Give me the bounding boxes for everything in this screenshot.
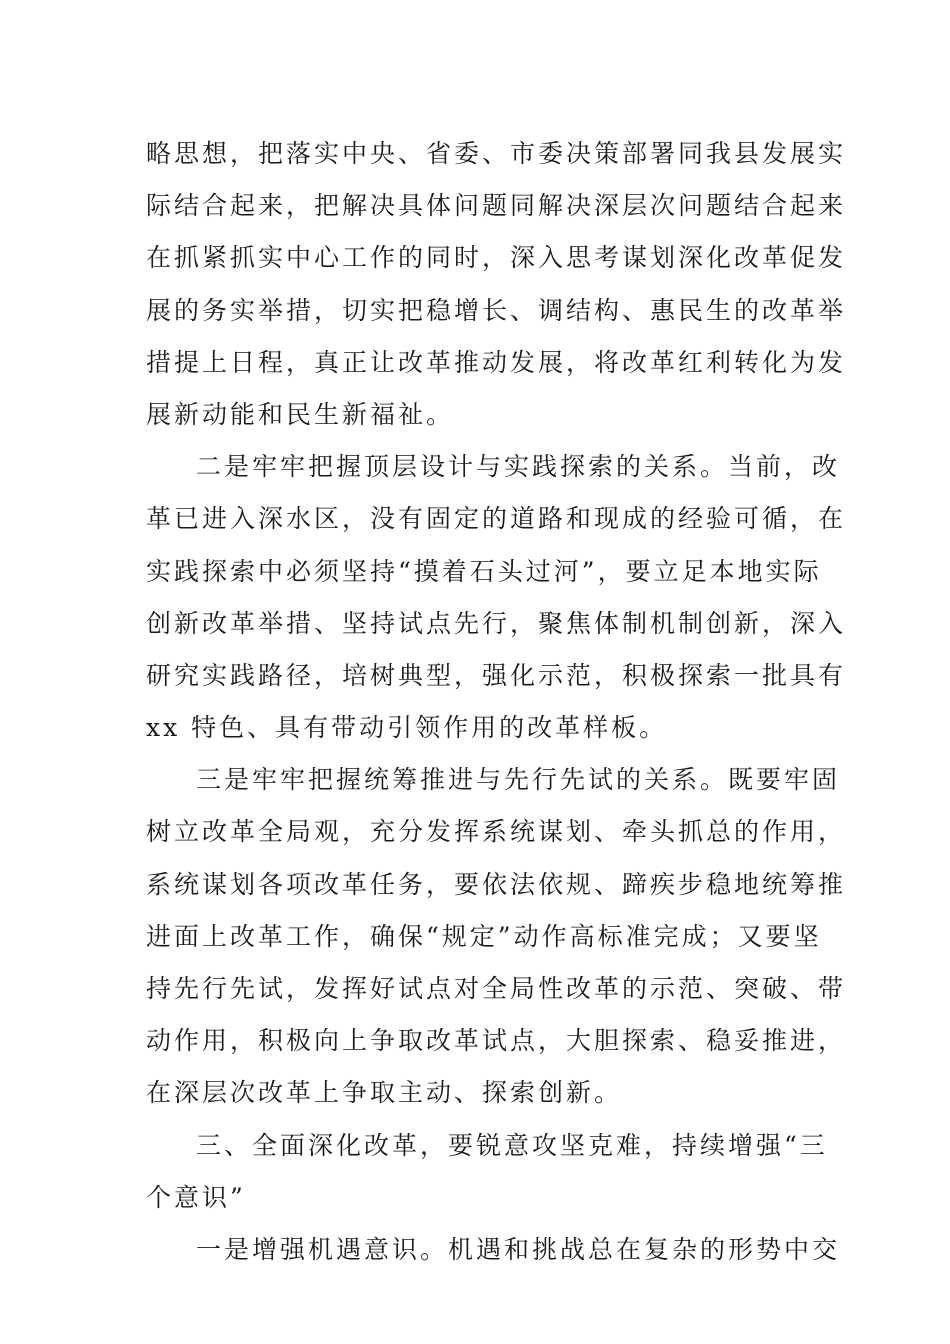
- text-line: 在抓紧抓实中心工作的同时，深入思考谋划深化改革促发: [146, 243, 847, 273]
- text-line: 际结合起来，把解决具体问题同解决深层次问题结合起来: [146, 191, 847, 221]
- text-line: 实践探索中必须坚持“摸着石头过河”，要立足本地实际: [146, 556, 822, 586]
- text-line: 研究实践路径，培树典型，强化示范，积极探索一批具有: [146, 660, 847, 690]
- text-line: 树立改革全局观，充分发挥系统谋划、牵头抓总的作用，: [146, 817, 847, 847]
- section-heading-line: 个意识”: [146, 1182, 246, 1212]
- text-line: 略思想，把落实中央、省委、市委决策部署同我县发展实: [146, 139, 847, 168]
- text-line: 展的务实举措，切实把稳增长、调结构、惠民生的改革举: [146, 295, 847, 325]
- paragraph-first-line: 三是牢牢把握统筹推进与先行先试的关系。既要牢固: [196, 765, 841, 795]
- text-line: 创新改革举措、坚持试点先行，聚焦体制机制创新，深入: [146, 608, 847, 638]
- document-body: [146, 128, 847, 1276]
- text-line: xx 特色、具有带动引领作用的改革样板。: [146, 713, 668, 743]
- text-line: 革已进入深水区，没有固定的道路和现成的经验可循，在: [146, 504, 847, 534]
- text-line: 展新动能和民生新福祉。: [146, 399, 455, 429]
- text-line: 系统谋划各项改革任务，要依法依规、蹄疾步稳地统筹推: [146, 869, 847, 899]
- section-heading-line: 三、全面深化改革，要锐意攻坚克难，持续增强“三: [196, 1130, 828, 1160]
- text-line: 措提上日程，真正让改革推动发展，将改革红利转化为发: [146, 347, 847, 377]
- text-line: 动作用，积极向上争取改革试点，大胆探索、稳妥推进，: [146, 1026, 847, 1056]
- text-line: 进面上改革工作，确保“规定”动作高标准完成；又要坚: [146, 921, 822, 951]
- paragraph-first-line: 二是牢牢把握顶层设计与实践探索的关系。当前，改: [196, 452, 841, 482]
- paragraph-first-line: 一是增强机遇意识。机遇和挑战总在复杂的形势中交: [196, 1234, 841, 1264]
- text-line: 持先行先试，发挥好试点对全局性改革的示范、突破、带: [146, 974, 847, 1003]
- text-line: 在深层次改革上争取主动、探索创新。: [146, 1078, 623, 1108]
